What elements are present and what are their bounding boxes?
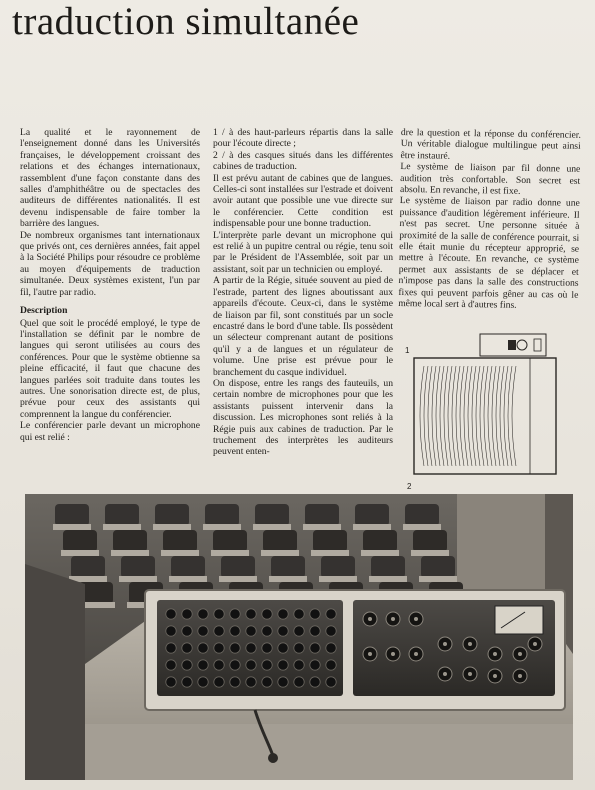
seat-row-arc [432, 366, 436, 466]
selector-key [294, 677, 304, 687]
selector-key [310, 660, 320, 670]
selector-key [182, 626, 192, 636]
seat [355, 504, 389, 526]
selector-key [166, 609, 176, 619]
seat-row-arc [464, 366, 468, 466]
seat-row-arc [500, 366, 504, 466]
seat-row-arc [512, 366, 516, 466]
paragraph: L'interprète parle devant un microphone qui est relié à un pupitre central ou régie, tenu soit par le Président de l'Assemblée, soit par un assistant, soit par un technicien ou employé. [213, 229, 393, 275]
selector-key [198, 643, 208, 653]
paragraph: Le système de liaison par fil donne une audition très confortable. Son secret est absolu. En revanche, il est fixe. [399, 161, 581, 197]
seat-armrest [303, 524, 341, 530]
selector-key [310, 626, 320, 636]
selector-key [246, 643, 256, 653]
seat-armrest [219, 576, 257, 582]
paragraph: 1 / à des haut-parleurs répartis dans la salle pour l'écoute directe ; [213, 127, 393, 150]
cabinet [25, 564, 85, 780]
seat-armrest [353, 524, 391, 530]
seat-armrest [253, 524, 291, 530]
paragraph: A partir de la Régie, située souvent au pied de l'estrade, partent des lignes aboutissant aux appareils d'écoute. Ceux-ci, dans le système de liaison par fil, sont constitués par un socle encastré dans le bord d'une table. Ils possèdent un sélecteur comprenant autant de positions qu'il y a de langues et un régulateur de volume. Une prise est prévue pour le branchement du casque individuel. [213, 275, 393, 378]
selector-key [182, 609, 192, 619]
selector-key [278, 660, 288, 670]
paragraph: dre la question et la réponse du conférencier. Un véritable dialogue multilingue peut ainsi être instauré. [400, 127, 581, 162]
seat-row-arc [476, 366, 480, 466]
seat-armrest [103, 524, 141, 530]
selector-key [214, 643, 224, 653]
selector-key [214, 609, 224, 619]
paragraph: 2 / à des casques situés dans les différentes cabines de traduction. [213, 149, 393, 173]
selector-key [278, 677, 288, 687]
selector-key [182, 677, 192, 687]
paragraph: Le conférencier parle devant un microphone qui est relié : [20, 420, 200, 443]
selector-key [214, 677, 224, 687]
microphone-icon [268, 753, 278, 763]
selector-key [262, 626, 272, 636]
seat [421, 556, 455, 578]
seat [255, 504, 289, 526]
seat-armrest [61, 550, 99, 556]
seat-armrest [369, 576, 407, 582]
seat-row-arc [444, 366, 448, 466]
seat [55, 504, 89, 526]
selector-key [198, 660, 208, 670]
selector-key [278, 609, 288, 619]
seat [405, 504, 439, 526]
seat-armrest [169, 576, 207, 582]
seat-row-arc [448, 366, 452, 466]
selector-key [310, 677, 320, 687]
seat-armrest [411, 550, 449, 556]
seat-rows [420, 366, 516, 466]
selector-key [326, 677, 336, 687]
selector-key [166, 677, 176, 687]
selector-key [278, 643, 288, 653]
console-photograph [25, 494, 573, 780]
selector-key [246, 626, 256, 636]
seat-row-arc [468, 366, 472, 466]
seat [305, 504, 339, 526]
seat-armrest [211, 550, 249, 556]
seat-armrest [53, 524, 91, 530]
seat [271, 556, 305, 578]
seat-row-arc [508, 366, 512, 466]
paragraph: On dispose, entre les rangs des fauteuils, un certain nombre de microphones pour que les assistants puissent intervenir dans la discussion. Les microphones sont reliés à la Régie puis aux cabines de traduction. Par le truchement des interprètes les auditeurs peuvent enten- [213, 377, 393, 458]
seat-armrest [203, 524, 241, 530]
seat-row-arc [428, 366, 432, 466]
selector-key [166, 660, 176, 670]
seat-row-arc [488, 366, 492, 466]
selector-key [198, 609, 208, 619]
seat [105, 504, 139, 526]
seat [113, 530, 147, 552]
seat [263, 530, 297, 552]
selector-key [278, 626, 288, 636]
seat [163, 530, 197, 552]
paragraph: Il est prévu autant de cabines que de langues. Celles-ci sont installées sur l'estrade et doivent avoir autant que possible une vue directe sur le conférencier. Cette condition est indispensable pour une bonne traduction. [213, 172, 393, 230]
paragraph: Le système de liaison par radio donne une puissance d'audition légèrement inférieure. Il n'est pas secret. Une personne située à proximité de la salle de conférence pourrait, si elle était munie du récepteur approprié, se mettre à l'écoute. En revanche, ce système permet aux assistants de se déplacer et n'impose pas dans la salle des constructions fixes qui peuvent parfois gêner au cas où le même local sert à d'autres fins. [398, 195, 580, 311]
seat-row-arc [460, 366, 464, 466]
page-title: traduction simultanée [12, 0, 360, 43]
seat [71, 556, 105, 578]
selector-key [182, 643, 192, 653]
seat [213, 530, 247, 552]
seat-armrest [419, 576, 457, 582]
figure-label-2: 2 [407, 482, 412, 491]
control-knob-icon [517, 340, 527, 350]
seat-row-arc [492, 366, 496, 466]
seat [363, 530, 397, 552]
room-outline [414, 358, 556, 474]
seat-armrest [361, 550, 399, 556]
selector-key [326, 609, 336, 619]
selector-key [246, 660, 256, 670]
desk-front [85, 724, 573, 780]
seat-row-arc [484, 366, 488, 466]
selector-key [294, 609, 304, 619]
seat-row-arc [436, 366, 440, 466]
seat [121, 556, 155, 578]
seat [313, 530, 347, 552]
selector-key [214, 626, 224, 636]
selector-key [262, 660, 272, 670]
seat-armrest [319, 576, 357, 582]
seat [371, 556, 405, 578]
room-plan-diagram [410, 330, 560, 480]
selector-key [294, 643, 304, 653]
seat-armrest [261, 550, 299, 556]
selector-key [230, 660, 240, 670]
seat-row-arc [480, 366, 484, 466]
seat-armrest [269, 576, 307, 582]
seat-row-arc [424, 366, 428, 466]
text-column-1 [20, 127, 200, 443]
seat [171, 556, 205, 578]
section-heading: Description [20, 305, 68, 317]
seat [413, 530, 447, 552]
paragraph: De nombreux organismes tant internationaux que privés ont, ces dernières années, fait appel à la Société Philips pour résoudre ce problème au moyen d'équipements de traduction simultanée. Deux systèmes existent, l'un par fil, l'autre par radio. [20, 229, 200, 298]
seat-row-arc [452, 366, 456, 466]
text-column-3 [398, 127, 581, 312]
selector-key [166, 643, 176, 653]
figure-label-1: 1 [405, 346, 410, 355]
selector-key [262, 677, 272, 687]
vu-meter [495, 606, 543, 634]
selector-key [310, 643, 320, 653]
seat [155, 504, 189, 526]
seat-row-arc [440, 366, 444, 466]
selector-key [246, 677, 256, 687]
seat-armrest [153, 524, 191, 530]
selector-key [262, 609, 272, 619]
seat [321, 556, 355, 578]
seat [221, 556, 255, 578]
selector-key [198, 677, 208, 687]
selector-key [230, 626, 240, 636]
seat [205, 504, 239, 526]
text-column-2 [213, 127, 393, 458]
seat [63, 530, 97, 552]
paragraph: Quel que soit le procédé employé, le type de l'installation se définit par le nombre de langues qui seront utilisées au cours des conférences. Pour que le système obtienne sa pleine efficacité, il faut que chacune des langues parlées soit traduite dans toutes les autres. Une sonorisation directe est, de plus, prévue pour ceux des assistants qui comprennent la langue du conférencier. [20, 317, 200, 420]
selector-key [182, 660, 192, 670]
control-unit-icon [508, 340, 516, 350]
seat-row-arc [456, 366, 460, 466]
selector-key [326, 660, 336, 670]
selector-key [214, 660, 224, 670]
selector-key [310, 609, 320, 619]
seat-row-arc [496, 366, 500, 466]
seat-armrest [311, 550, 349, 556]
selector-key [198, 626, 208, 636]
selector-key [294, 626, 304, 636]
seat-armrest [119, 576, 157, 582]
selector-key [246, 609, 256, 619]
selector-key [230, 643, 240, 653]
selector-key [326, 643, 336, 653]
seat-row-arc [504, 366, 508, 466]
selector-key [326, 626, 336, 636]
selector-key [230, 609, 240, 619]
selector-key [230, 677, 240, 687]
selector-key [294, 660, 304, 670]
seat-row-arc [472, 366, 476, 466]
selector-key [166, 626, 176, 636]
selector-key [262, 643, 272, 653]
seat-row-arc [420, 366, 424, 466]
seat-armrest [161, 550, 199, 556]
seat-armrest [403, 524, 441, 530]
paragraph: La qualité et le rayonnement de l'enseignement donné dans les Universités françaises, le développement croissant des relations et des échanges internationaux, rassemblent d'une façon constante dans des salles d'amphithéâtre ou de spectacles des auditeurs de différentes nationalités. Il est devenu indispensable de faire tomber la barrière des langues. [20, 127, 200, 230]
seat-armrest [111, 550, 149, 556]
